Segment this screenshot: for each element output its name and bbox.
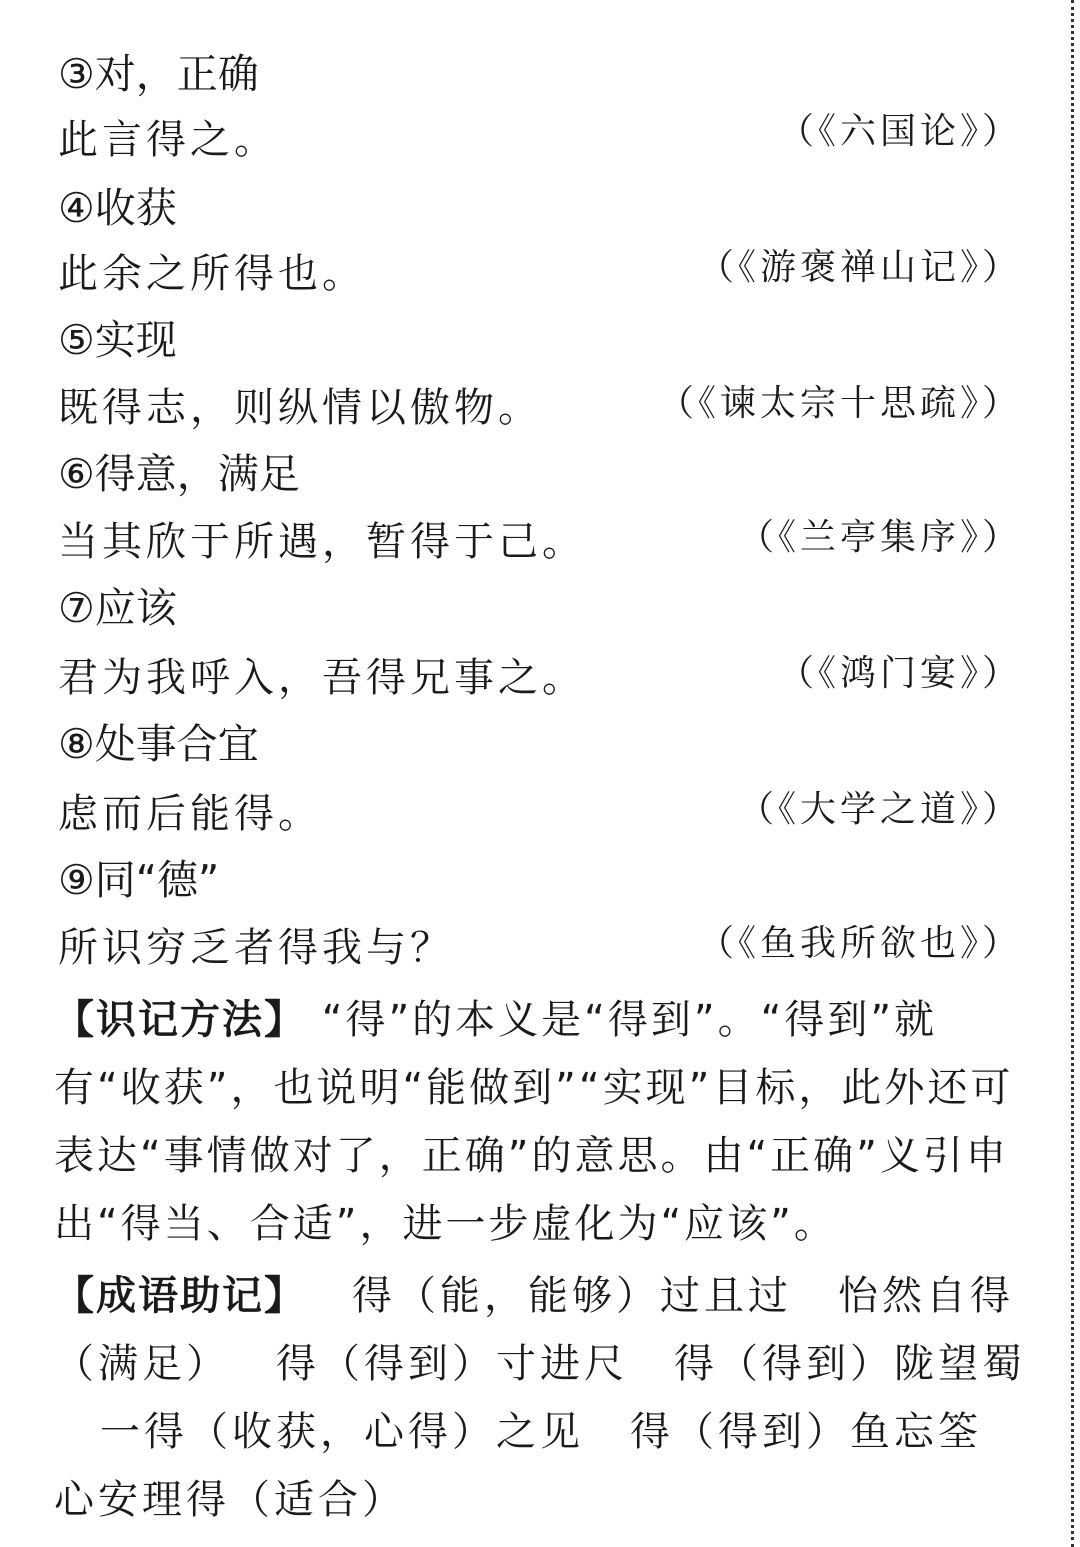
source-6: （《兰亭集序》）	[737, 517, 1022, 558]
sense-heading-8: ⑧处事合宜	[58, 720, 259, 768]
idiom-item: 得（得到）陇望蜀	[674, 1341, 1026, 1387]
example-sentence-9: 所识穷乏者得我与？	[58, 925, 454, 971]
idiom-item: 怡然自得（满足）	[54, 1273, 1014, 1387]
example-sentence-8: 虑而后能得。	[58, 791, 322, 837]
idiom-item: 得（得到）寸进尺	[276, 1341, 628, 1387]
example-sentence-5: 既得志，则纵情以傲物。	[58, 385, 542, 431]
idiom-label: 【成语助记】	[54, 1273, 306, 1319]
sense-heading-9: ⑨同“德”	[58, 856, 220, 904]
page-edge-dotted-line	[1071, 0, 1074, 1547]
memory-method-label: 【识记方法】	[54, 997, 306, 1043]
idiom-item: 得（能，能够）过且过	[352, 1273, 792, 1319]
memory-method-paragraph	[54, 986, 1030, 1258]
example-sentence-4: 此余之所得也。	[58, 251, 366, 297]
example-sentence-7: 君为我呼入，吾得兄事之。	[58, 655, 586, 701]
source-9: （《鱼我所欲也》）	[697, 923, 1022, 964]
sense-heading-7: ⑦应该	[58, 584, 177, 632]
sense-heading-6: ⑥得意，满足	[58, 450, 300, 498]
source-7: （《鸿门宴》）	[777, 653, 1022, 694]
example-sentence-6: 当其欣于所遇，暂得于己。	[58, 519, 586, 565]
source-3: （《六国论》）	[777, 111, 1022, 152]
source-4: （《游褒禅山记》）	[697, 247, 1022, 288]
idiom-item: 得（得到）鱼忘筌	[630, 1409, 982, 1455]
memory-method-text: “得”的本义是“得到”。“得到”就有“收获”，也说明“能做到”“实现”目标，此外还可表达“事情做对了，正确”的意思。由“正确”义引申出“得当、合适”，进一步虚化为“应该”。	[54, 997, 1014, 1247]
sense-heading-4: ④收获	[58, 184, 177, 232]
idiom-paragraph	[54, 1262, 1034, 1534]
source-8: （《大学之道》）	[737, 789, 1022, 830]
example-sentence-3: 此言得之。	[58, 117, 278, 163]
sense-heading-5: ⑤实现	[58, 316, 177, 364]
sense-heading-3: ③对，正确	[58, 50, 259, 98]
idiom-item: 心安理得（适合）	[54, 1477, 406, 1523]
source-5: （《谏太宗十思疏》）	[657, 383, 1022, 424]
idiom-item: 一得（收获，心得）之见	[100, 1409, 584, 1455]
